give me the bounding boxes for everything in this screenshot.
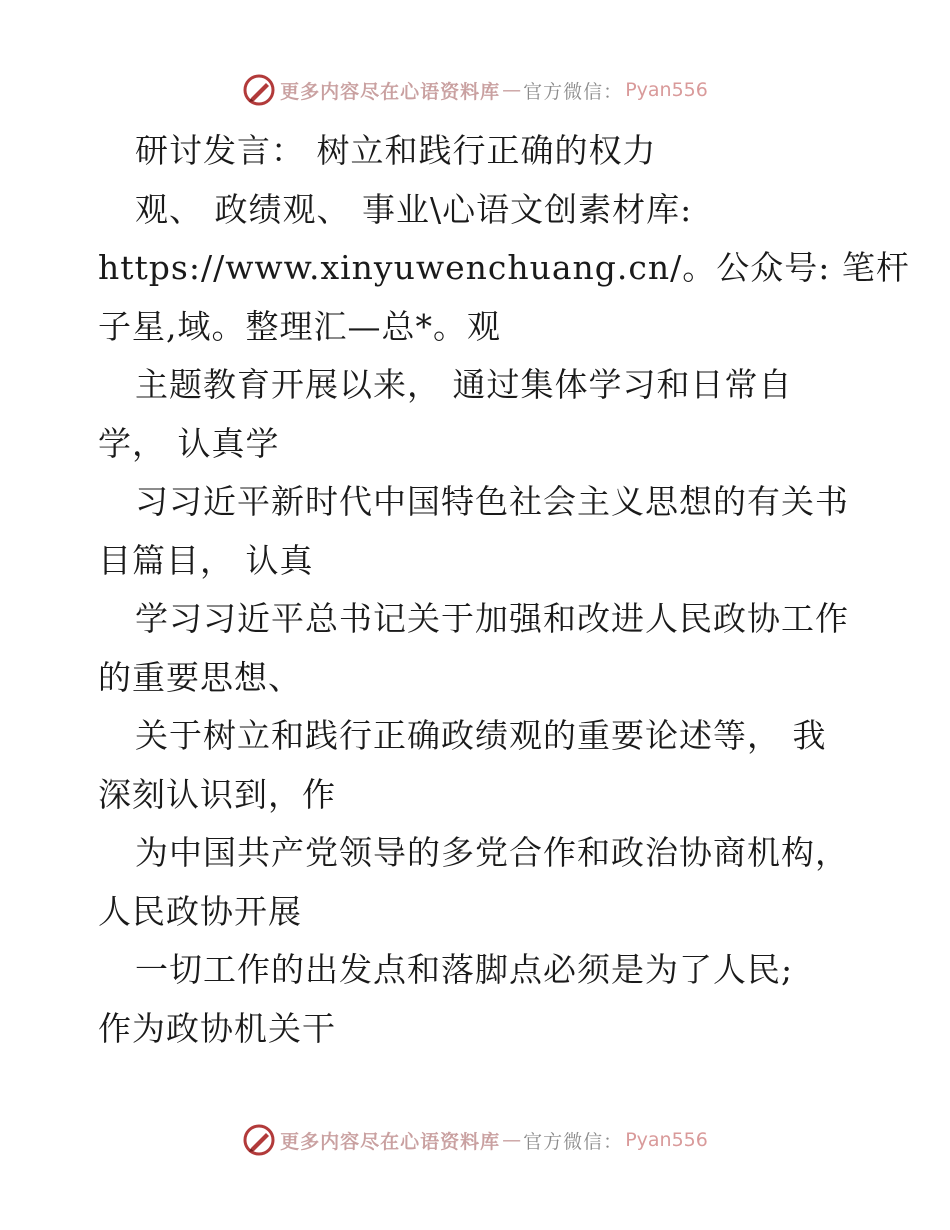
document-line: 子星,域。整理汇—总*。观 <box>98 306 501 346</box>
document-line: 研讨发言： 树立和践行正确的权力 <box>135 131 657 170</box>
document-line: https://www.xinyuwenchuang.cn/。公众号: 笔杆 <box>98 248 910 287</box>
document-line: 深刻认识到，作 <box>98 774 336 814</box>
document-line: 学， 认真学 <box>98 423 280 463</box>
document-line: 观、 政绩观、 事业\心语文创素材库: <box>135 189 693 229</box>
document-line: 关于树立和践行正确政绩观的重要论述等， 我 <box>135 716 827 755</box>
pen-seal-icon <box>242 73 276 107</box>
pen-seal-icon <box>242 1123 276 1157</box>
header-banner <box>0 70 950 110</box>
document-line: 习习近平新时代中国特色社会主义思想的有关书 <box>135 482 849 521</box>
document-line: 一切工作的出发点和落脚点必须是为了人民; <box>135 950 794 989</box>
document-body <box>98 122 910 1058</box>
document-line: 目篇目， 认真 <box>98 540 314 580</box>
document-line: 为中国共产党领导的多党合作和政治协商机构， <box>135 833 849 872</box>
banner-wechat-id: Pyan556 <box>625 79 708 101</box>
banner-dash: — <box>502 1129 522 1151</box>
document-line: 作为政协机关干 <box>98 1008 336 1048</box>
banner-official-label: 官方微信： <box>523 1130 624 1153</box>
banner-wechat-id: Pyan556 <box>625 1129 708 1151</box>
banner-brand-text: 更多内容尽在心语资料库 <box>280 1130 501 1153</box>
banner-dash: — <box>502 79 522 101</box>
document-line: 学习习近平总书记关于加强和改进人民政协工作 <box>135 599 849 638</box>
document-line: 主题教育开展以来， 通过集体学习和日常自 <box>135 365 793 404</box>
banner-official-label: 官方微信： <box>523 80 624 103</box>
footer-banner <box>0 1120 950 1160</box>
document-line: 的重要思想、 <box>98 657 302 697</box>
document-line: 人民政协开展 <box>98 891 302 931</box>
banner-brand-text: 更多内容尽在心语资料库 <box>280 80 501 103</box>
